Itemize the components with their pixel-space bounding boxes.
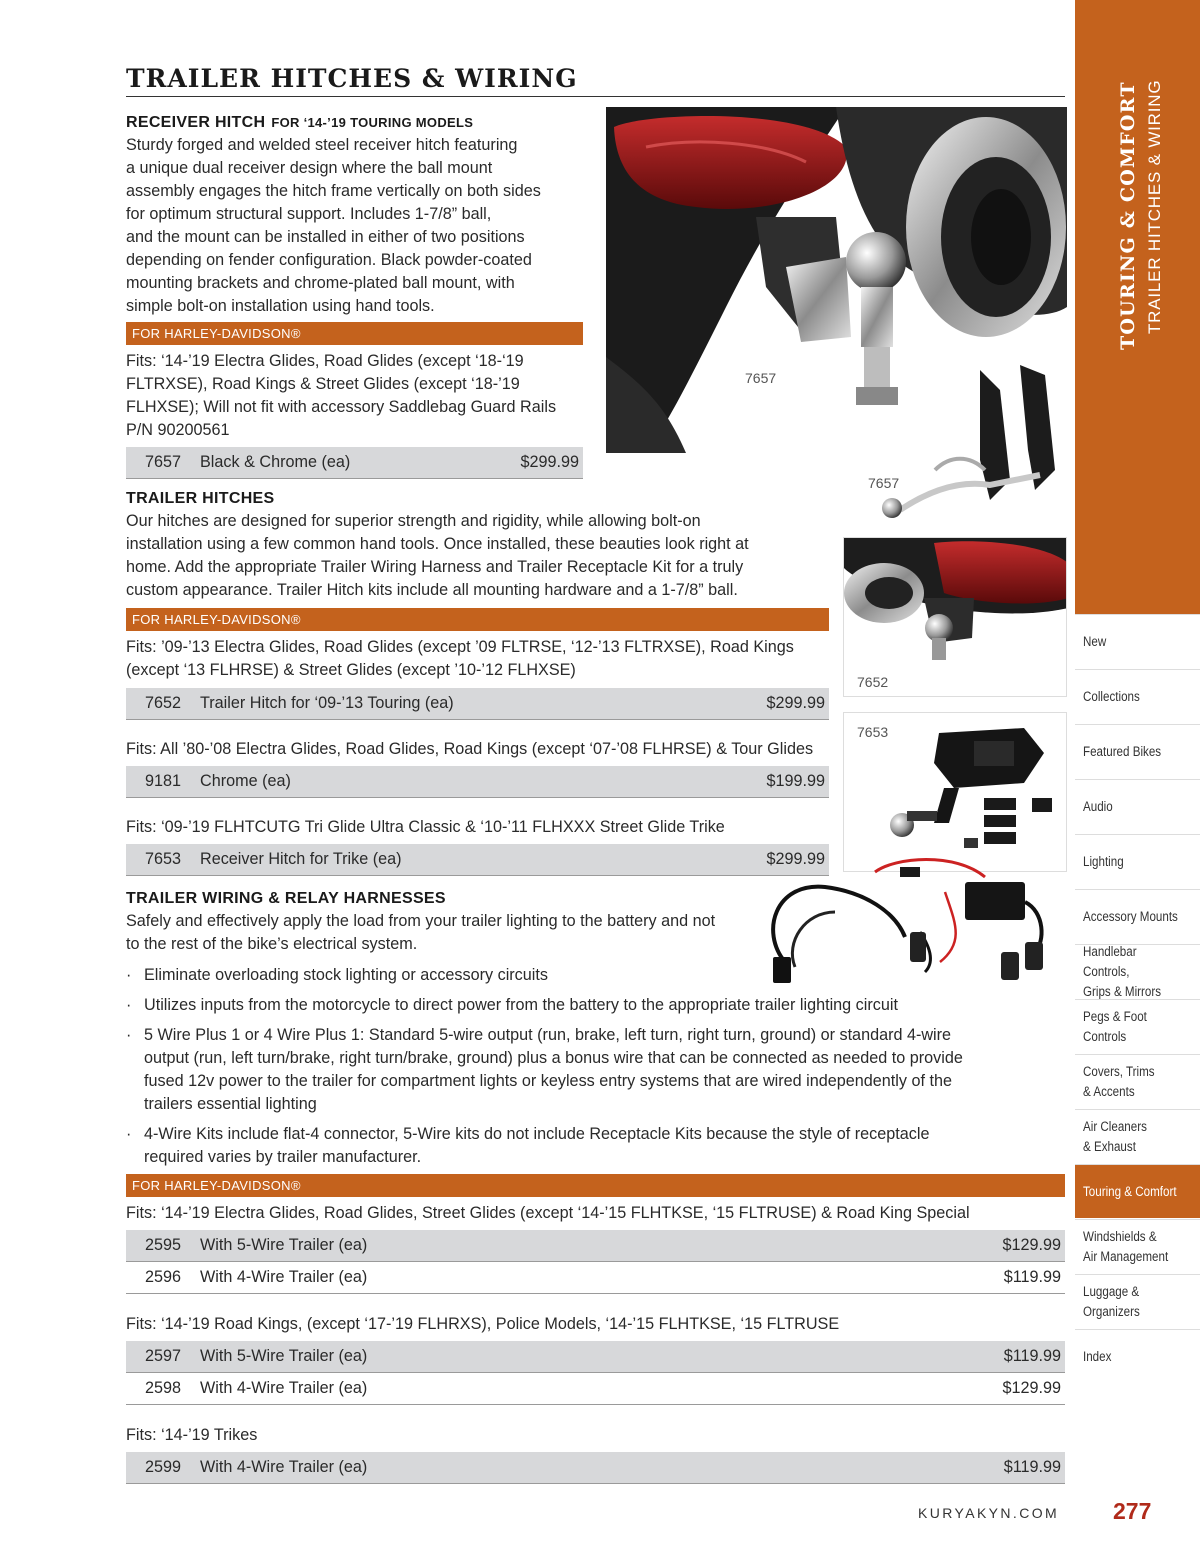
bullet-dot: ·: [126, 996, 132, 1014]
nav-item[interactable]: [1075, 944, 1200, 998]
sku: 2596: [144, 1268, 181, 1286]
nav-label: Touring & Comfort: [1083, 1183, 1177, 1199]
hitches-description: [126, 510, 846, 602]
nav-label: Windshields &: [1083, 1228, 1157, 1244]
product-row-9181[interactable]: [126, 766, 829, 798]
bracket-photo-7657: [840, 360, 1065, 520]
nav-label: Air Management: [1083, 1248, 1169, 1264]
text-line: and the mount can be installed in either of two positions: [126, 228, 525, 246]
bullet-line: 4-Wire Kits include flat-4 connector, 5-Wire kits do not include Receptacle Kits because the style of receptacle: [144, 1125, 930, 1143]
text-line: custom appearance. Trailer Hitch kits include all mounting hardware and a 1-7/8” ball.: [126, 581, 738, 599]
price: $199.99: [766, 772, 825, 790]
sku: 9181: [144, 772, 181, 790]
bullet-line: required varies by trailer manufacturer.: [144, 1148, 422, 1166]
text-line: installation using a few common hand tools. Once installed, these beauties look right at: [126, 535, 749, 553]
nav-item[interactable]: [1075, 1329, 1200, 1383]
product-photo-7653: [843, 712, 1067, 872]
text-line: Our hitches are designed for superior strength and rigidity, while allowing bolt-on: [126, 512, 701, 530]
wiring-fits-1: Fits: ‘14-’19 Electra Glides, Road Glides, Street Glides (except ‘14-’15 FLHTKSE, ‘15 FLTRUSE) & Road King Special: [126, 1204, 970, 1222]
hitches-section: [126, 490, 846, 602]
nav-item[interactable]: [1075, 1054, 1200, 1108]
wiring-fits-3: Fits: ‘14-’19 Trikes: [126, 1426, 258, 1444]
sidebar-section: TOURING & COMFORT: [1117, 81, 1139, 350]
nav-label: & Accents: [1083, 1083, 1135, 1099]
wiring-table-1: [126, 1230, 1065, 1294]
nav-label: & Exhaust: [1083, 1138, 1136, 1154]
product-photo-7652: [843, 537, 1067, 697]
text-line: home. Add the appropriate Trailer Wiring Harness and Trailer Receptacle Kit for a truly: [126, 558, 744, 576]
title-rule: [126, 96, 1065, 97]
nav-item[interactable]: [1075, 1109, 1200, 1163]
bullet-line: trailers essential lighting: [144, 1095, 317, 1113]
bullet-line: output (run, left turn/brake, right turn/brake, ground) plus a bonus wire that can be connected as needed to provide: [144, 1049, 963, 1067]
bullet-dot: ·: [126, 1125, 132, 1143]
text-line: (except ‘13 FLHRSE) & Street Glides (except ’10-’12 FLHXSE): [126, 661, 576, 679]
receiver-brand-bar: FOR HARLEY-DAVIDSON®: [126, 322, 583, 345]
text-line: Safely and effectively apply the load from your trailer lighting to the battery and not: [126, 912, 716, 930]
wiring-fits-2: Fits: ‘14-’19 Road Kings, (except ‘17-’19 FLHRXS), Police Models, ‘14-’15 FLHTKSE, ‘15 FLTRUSE: [126, 1315, 840, 1333]
page-title: TRAILER HITCHES & WIRING: [126, 64, 578, 93]
nav-label: Index: [1083, 1348, 1112, 1364]
receiver-description: [126, 134, 596, 318]
description: With 5-Wire Trailer (ea): [200, 1347, 368, 1365]
price: $129.99: [1002, 1236, 1061, 1254]
product-row-2595[interactable]: [126, 1230, 1065, 1262]
nav-label: Pegs & Foot Controls: [1083, 1008, 1147, 1044]
nav-item[interactable]: [1075, 1274, 1200, 1328]
text-line: Fits: ‘14-’19 Electra Glides, Road Glides (except ‘18-‘19: [126, 352, 524, 370]
receiver-heading: RECEIVER HITCH: [126, 114, 266, 131]
text-line: mounting brackets and chrome-plated ball mount, with: [126, 274, 515, 292]
description: Black & Chrome (ea): [200, 453, 351, 471]
description: Trailer Hitch for ‘09-’13 Touring (ea): [200, 694, 454, 712]
price: $119.99: [1003, 1347, 1061, 1365]
nav-label: Air Cleaners: [1083, 1118, 1147, 1134]
hitches-brand-bar: FOR HARLEY-DAVIDSON®: [126, 608, 829, 631]
price: $299.99: [520, 453, 579, 471]
photo-caption: 7657: [745, 370, 777, 386]
nav-label: Lighting: [1083, 853, 1124, 869]
text-line: for optimum structural support. Includes 1-7/8” ball,: [126, 205, 492, 223]
text-line: FLHXSE); Will not fit with accessory Saddlebag Guard Rails: [126, 398, 557, 416]
nav-label: Covers, Trims: [1083, 1063, 1155, 1079]
nav-label: Handlebar Controls,: [1083, 943, 1137, 979]
wiring-table-2: [126, 1341, 1065, 1405]
nav-item[interactable]: [1075, 889, 1200, 943]
wiring-bullets: [126, 964, 1061, 1176]
description: With 5-Wire Trailer (ea): [200, 1236, 368, 1254]
text-line: assembly engages the hitch frame vertically on both sides: [126, 182, 541, 200]
wiring-heading: TRAILER WIRING & RELAY HARNESSES: [126, 890, 446, 907]
bullet-item: [126, 1123, 1061, 1169]
receiver-fits: [126, 350, 596, 442]
bullet-line: 5 Wire Plus 1 or 4 Wire Plus 1: Standard 5-wire output (run, brake, left turn, right turn, ground) or standard 4-wire: [144, 1026, 952, 1044]
nav-label: New: [1083, 633, 1107, 649]
wiring-description: [126, 910, 766, 956]
sku: 2598: [144, 1379, 181, 1397]
price: $129.99: [1002, 1379, 1061, 1397]
product-row-7652[interactable]: [126, 688, 829, 720]
nav-label: Grips & Mirrors: [1083, 983, 1162, 999]
nav-item[interactable]: [1075, 1164, 1200, 1218]
text-line: simple bolt-on installation using hand tools.: [126, 297, 435, 315]
description: Receiver Hitch for Trike (ea): [200, 850, 402, 868]
hitches-fits-3: Fits: ‘09-’19 FLHTCUTG Tri Glide Ultra Classic & ‘10-’11 FLHXXX Street Glide Trike: [126, 818, 725, 836]
text-line: FLTRXSE), Road Kings & Street Glides (except ‘18-’19: [126, 375, 520, 393]
product-row-2599[interactable]: [126, 1452, 1065, 1484]
nav-item[interactable]: [1075, 779, 1200, 833]
hitches-heading: TRAILER HITCHES: [126, 490, 275, 507]
bullet-dot: ·: [126, 1026, 132, 1044]
price: $299.99: [766, 850, 825, 868]
nav-item[interactable]: [1075, 669, 1200, 723]
wiring-brand-bar: FOR HARLEY-DAVIDSON®: [126, 1174, 1065, 1197]
price: $119.99: [1003, 1458, 1061, 1476]
product-row-2596[interactable]: [126, 1262, 1065, 1294]
nav-item[interactable]: [1075, 1219, 1200, 1273]
nav-label: Luggage &: [1083, 1283, 1140, 1299]
page-number: 277: [1113, 1498, 1152, 1524]
nav-item[interactable]: [1075, 614, 1200, 668]
bullet-item: [126, 994, 1061, 1017]
sku: 2595: [144, 1236, 181, 1254]
sku: 2597: [144, 1347, 181, 1365]
hitches-fits-1: [126, 636, 836, 682]
receiver-section: [126, 114, 596, 318]
receiver-subheading: FOR ‘14-’19 TOURING MODELS: [271, 115, 474, 130]
text-line: Sturdy forged and welded steel receiver hitch featuring: [126, 136, 518, 154]
wiring-section: [126, 890, 766, 956]
nav-label: Audio: [1083, 798, 1113, 814]
product-row-7657[interactable]: [126, 447, 583, 479]
product-row-7653[interactable]: [126, 844, 829, 876]
nav-label: Collections: [1083, 688, 1140, 704]
bullet-line: Utilizes inputs from the motorcycle to direct power from the battery to the appropriate trailer lighting circuit: [144, 996, 898, 1014]
photo-caption: 7653: [857, 724, 889, 740]
nav-item[interactable]: [1075, 834, 1200, 888]
bullet-line: Eliminate overloading stock lighting or accessory circuits: [144, 966, 548, 984]
nav-item[interactable]: [1075, 999, 1200, 1053]
sidebar-subsection: TRAILER HITCHES & WIRING: [1145, 79, 1164, 334]
text-line: a unique dual receiver design where the ball mount: [126, 159, 493, 177]
footer-url[interactable]: KURYAKYN.COM: [918, 1505, 1060, 1521]
price: $119.99: [1003, 1268, 1061, 1286]
sku: 7657: [144, 453, 181, 471]
description: With 4-Wire Trailer (ea): [200, 1268, 368, 1286]
sku: 7653: [144, 850, 181, 868]
text-line: to the rest of the bike’s electrical system.: [126, 935, 418, 953]
description: With 4-Wire Trailer (ea): [200, 1458, 368, 1476]
nav-label: Featured Bikes: [1083, 743, 1162, 759]
section-vertical-title: [1100, 60, 1170, 360]
hitches-fits-2: Fits: All ’80-’08 Electra Glides, Road Glides, Road Kings (except ‘07-’08 FLHRSE) & Tour Glides: [126, 740, 814, 758]
description: With 4-Wire Trailer (ea): [200, 1379, 368, 1397]
product-row-2597[interactable]: [126, 1341, 1065, 1373]
text-line: Fits: ’09-’13 Electra Glides, Road Glides (except ’09 FLTRSE, ‘12-’13 FLTRXSE), Road Kings: [126, 638, 794, 656]
photo-caption: 7652: [857, 674, 889, 690]
price: $299.99: [766, 694, 825, 712]
wiring-table-3: [126, 1452, 1065, 1484]
bullet-dot: ·: [126, 966, 132, 984]
text-line: P/N 90200561: [126, 421, 230, 439]
product-row-2598[interactable]: [126, 1373, 1065, 1405]
description: Chrome (ea): [200, 772, 291, 790]
nav-label: Accessory Mounts: [1083, 908, 1178, 924]
bullet-item: [126, 1024, 1061, 1116]
sku: 2599: [144, 1458, 181, 1476]
bullet-item: [126, 964, 1061, 987]
photo-caption: 7657: [868, 475, 900, 491]
text-line: depending on fender configuration. Black powder-coated: [126, 251, 532, 269]
nav-item[interactable]: [1075, 724, 1200, 778]
bullet-line: fused 12v power to the trailer for compartment lights or keyless entry systems that are wired independently of the: [144, 1072, 952, 1090]
nav-label: Organizers: [1083, 1303, 1140, 1319]
sku: 7652: [144, 694, 181, 712]
